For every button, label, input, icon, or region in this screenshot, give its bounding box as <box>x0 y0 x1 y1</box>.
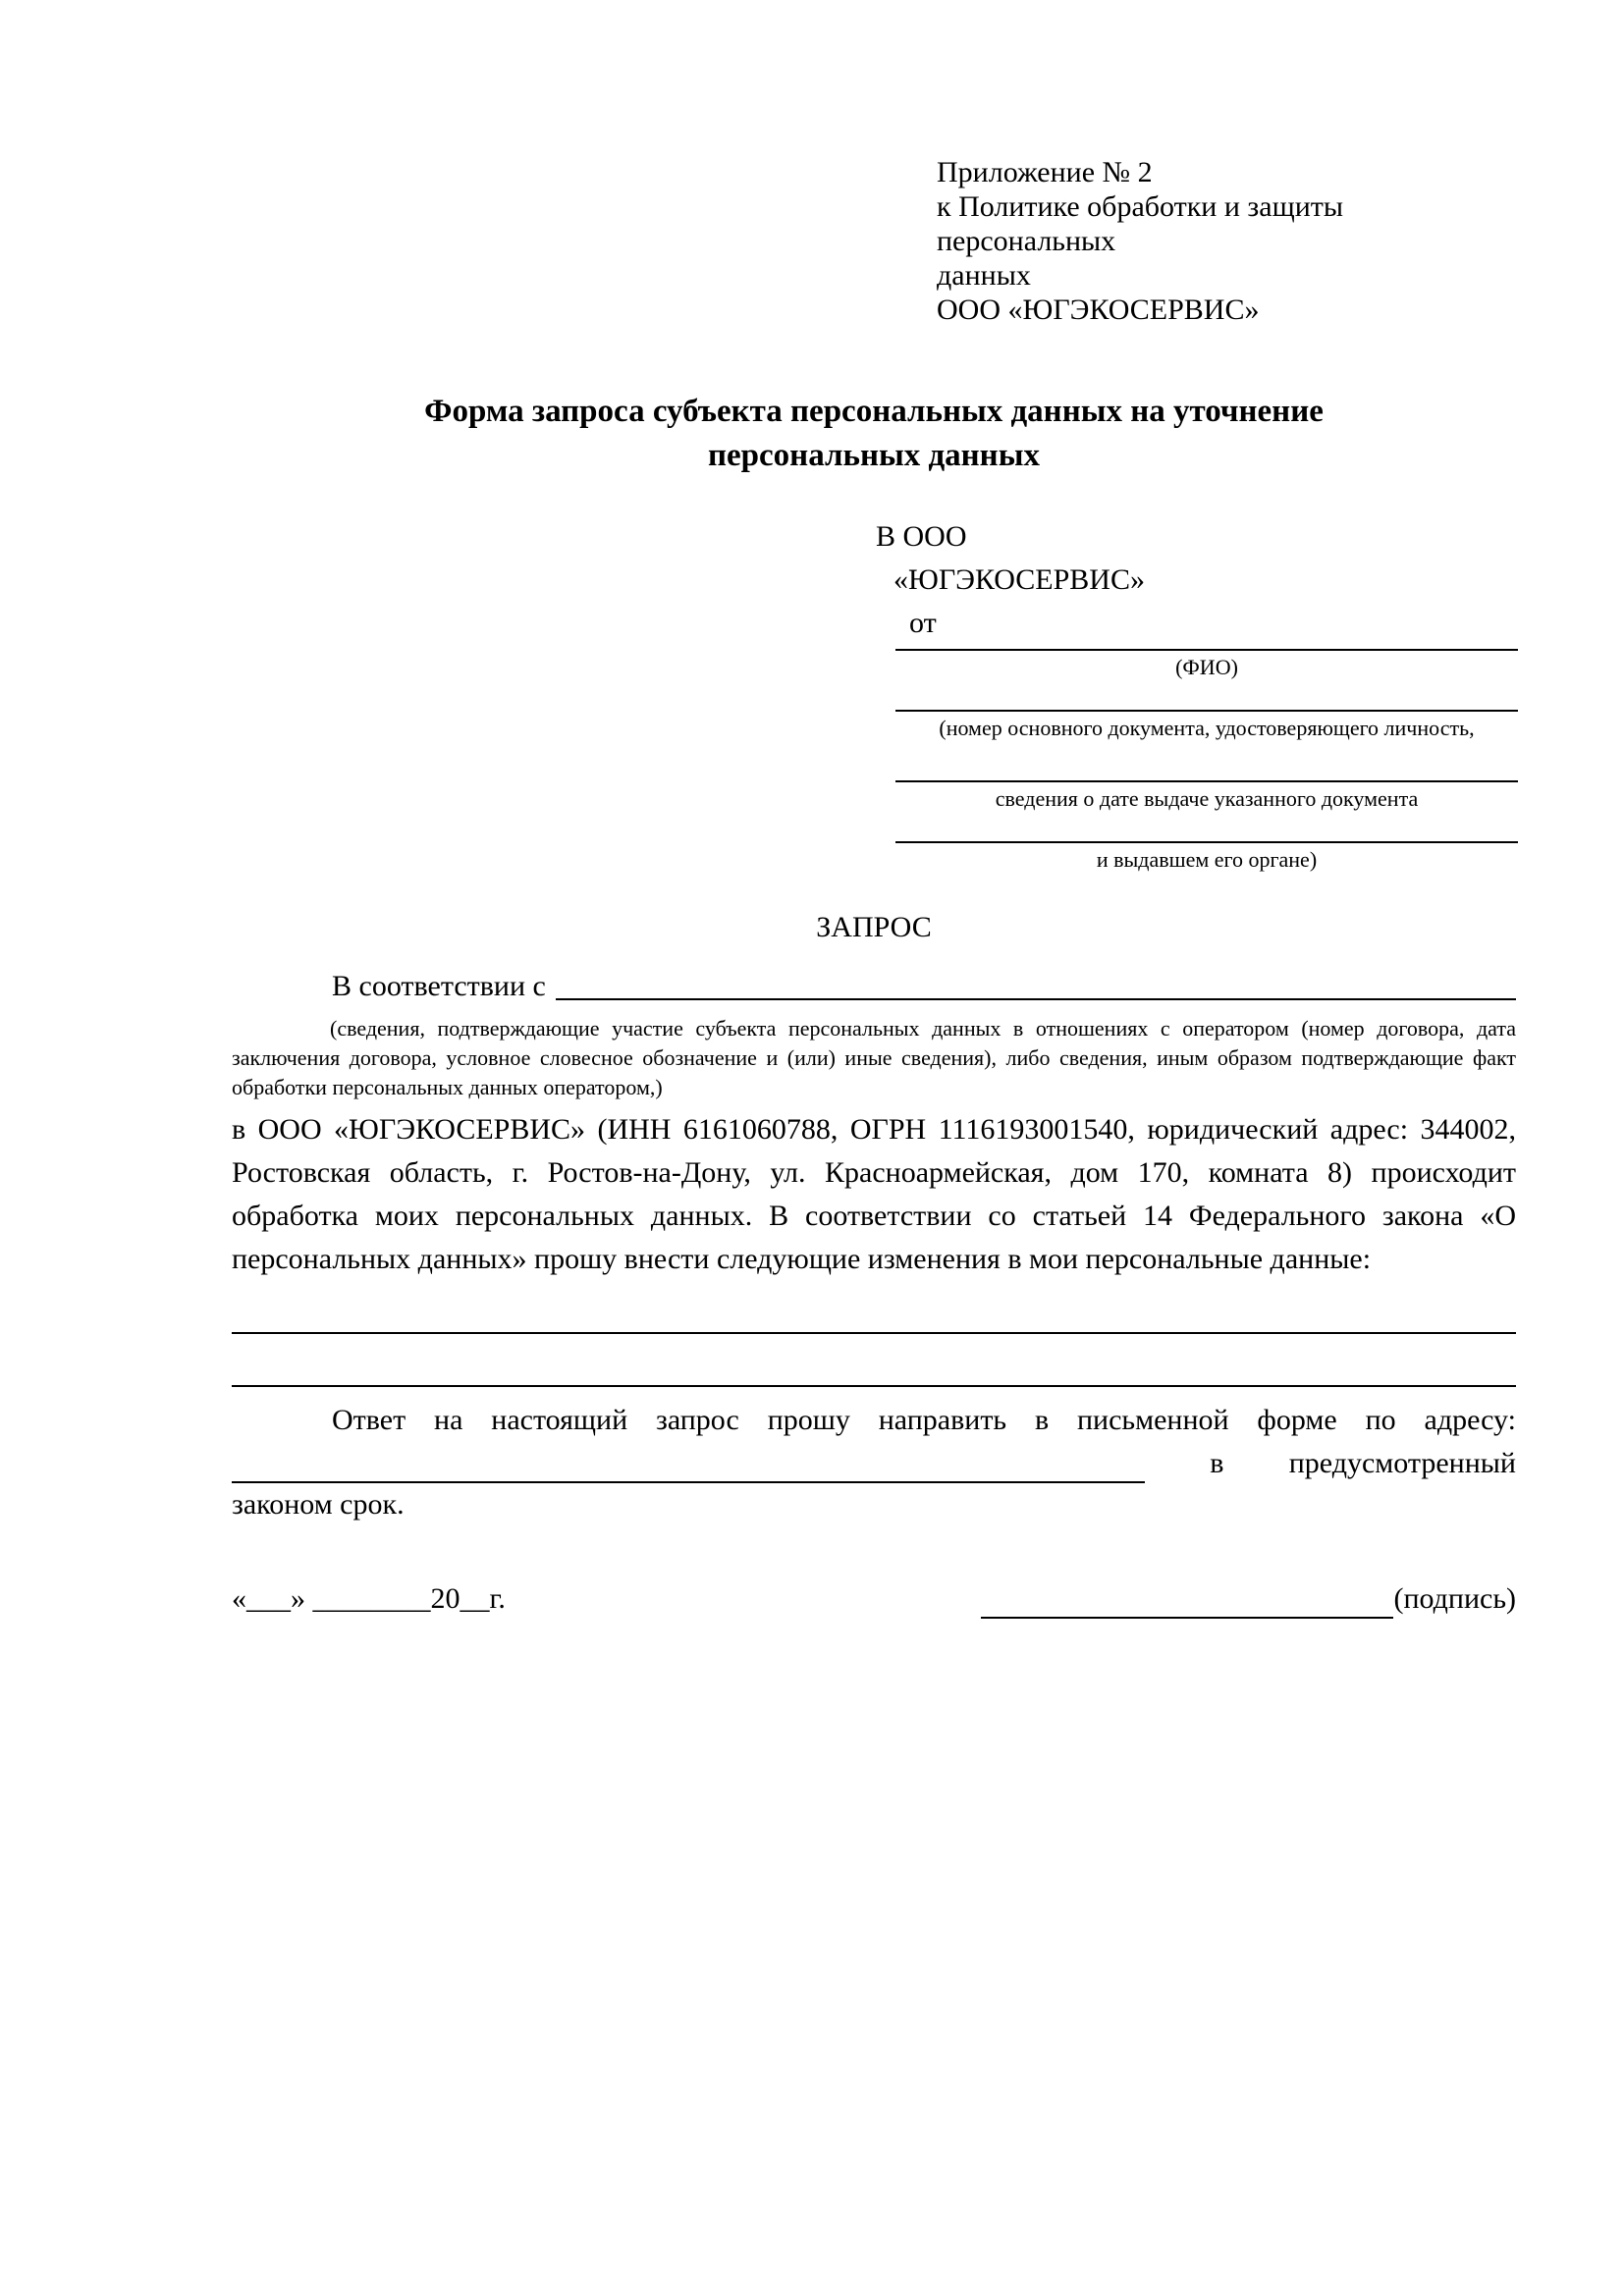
request-body-text: в ООО «ЮГЭКОСЕРВИС» (ИНН 6161060788, ОГРН 1116193001540, юридический адрес: 344002, Ростовская область, г. Ростов-на-Дону, ул. Красноармейская, дом 170, комната 8) происходит обработка моих персональных данных. В соответствии со статьей 14 Федерального закона «О персональных данных» прошу внести следующие изменения в мои персональные данные: <box>232 1113 1516 1275</box>
changes-blank-line-1 <box>232 1281 1516 1334</box>
accordance-prefix: В соответствии с <box>332 970 546 1002</box>
addressee-block <box>876 515 1516 645</box>
issue-date-caption: сведения о дате выдаче указанного документа <box>995 786 1419 811</box>
appendix-note-line-3: данных <box>937 259 1031 292</box>
signature-row <box>232 1579 1516 1619</box>
appendix-note-line-2: к Политике обработки и защиты персональных <box>937 190 1344 257</box>
appendix-note <box>937 155 1516 327</box>
issuing-authority-caption: и выдавшем его органе) <box>1096 847 1318 872</box>
date-blank: «___» ________20__г. <box>232 1582 506 1615</box>
request-heading: ЗАПРОС <box>816 911 932 943</box>
accordance-blank-line <box>556 998 1516 1000</box>
response-sentence: Ответ на настоящий запрос прошу направить в письменной форме по адресу: <box>332 1404 1516 1436</box>
address-blank-line <box>232 1452 1145 1483</box>
changes-blank-line-2 <box>232 1334 1516 1387</box>
appendix-note-line-1: Приложение № 2 <box>937 156 1153 188</box>
response-address-row <box>232 1444 1516 1483</box>
appendix-note-line-4: ООО «ЮГЭКОСЕРВИС» <box>937 294 1260 326</box>
signature-caption: (подпись) <box>1393 1582 1516 1615</box>
doc-number-caption: (номер основного документа, удостоверяющего личность, <box>939 716 1475 740</box>
addressee-org-line-2: «ЮГЭКОСЕРВИС» <box>893 563 1145 596</box>
addressee-from-label: от <box>909 607 937 639</box>
response-word-predusmotrenny: предусмотренный <box>1288 1447 1516 1479</box>
doc-number-blank-line <box>895 706 1518 712</box>
issue-date-blank-line <box>895 776 1518 782</box>
recipient-fields <box>895 645 1518 873</box>
document-title: Форма запроса субъекта персональных данных на уточнение персональных данных <box>424 394 1324 473</box>
signature-blank-line <box>981 1585 1393 1619</box>
addressee-org-line-1: В ООО <box>876 520 967 553</box>
response-word-v: в <box>1210 1447 1224 1479</box>
issuing-authority-blank-line <box>895 837 1518 843</box>
signature-group <box>981 1579 1516 1619</box>
fio-caption: (ФИО) <box>1175 655 1238 679</box>
accordance-footnote: (сведения, подтверждающие участие субъекта персональных данных в отношениях с оператором (номер договора, дата заключения договора, условное словесное обозначение и (или) иные сведения), либо сведения, иным образом подтверждающие факт обработки персональных данных оператором,) <box>232 1016 1516 1099</box>
accordance-row <box>232 967 1516 1006</box>
response-closing: законом срок. <box>232 1488 405 1521</box>
fio-blank-line <box>895 645 1518 651</box>
